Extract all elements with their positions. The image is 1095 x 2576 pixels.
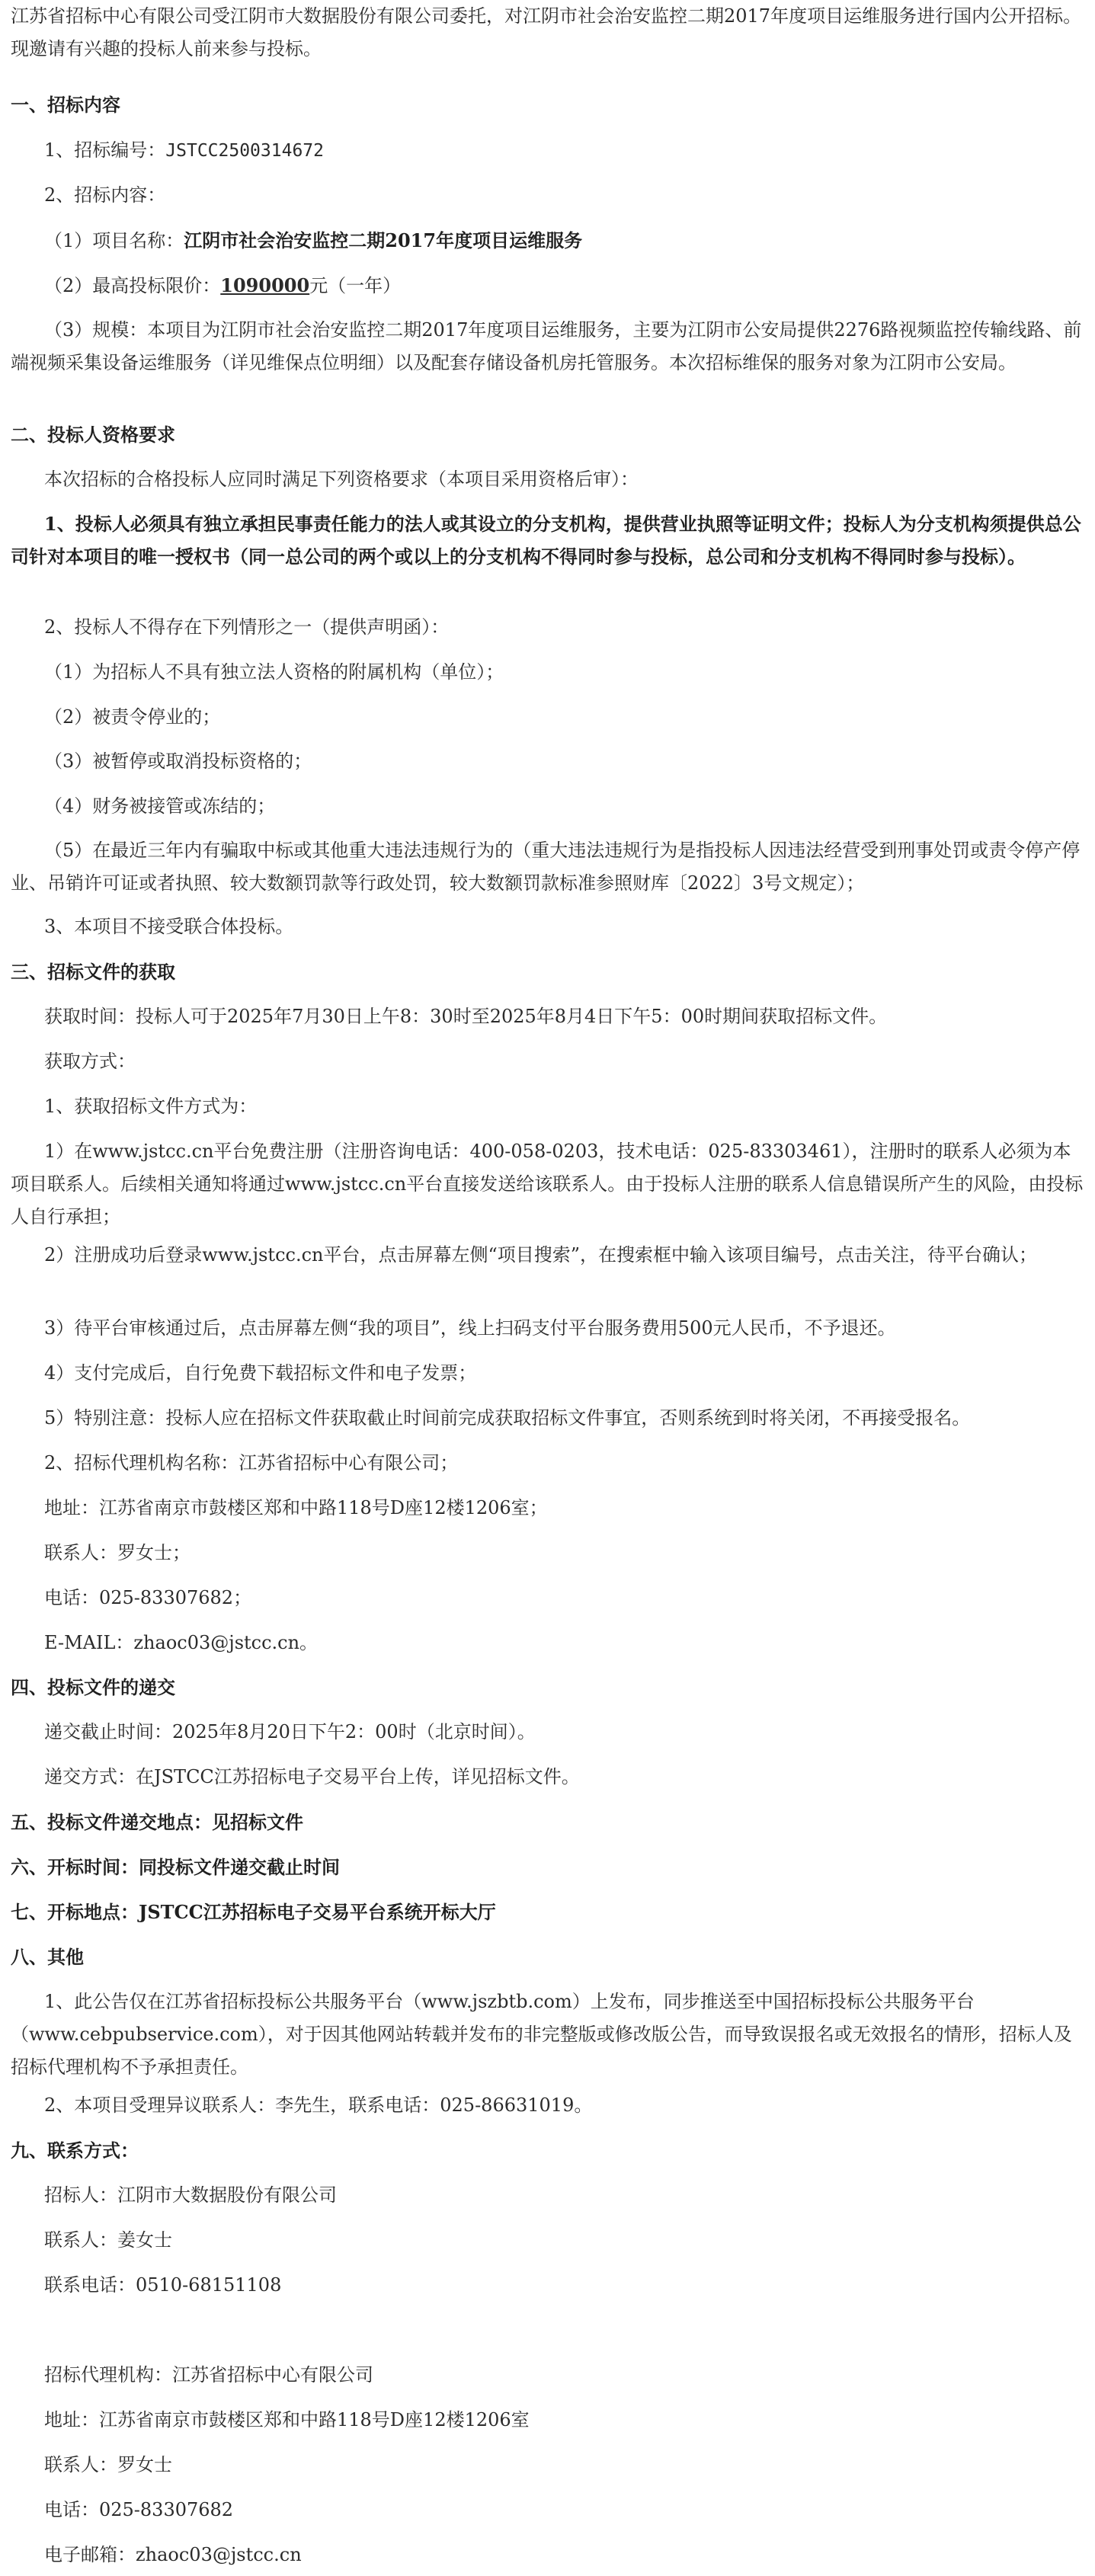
other-1: 1、此公告仅在江苏省招标投标公共服务平台（www.jszbtb.com）上发布，同步推送至中国招标投标公共服务平台（www.cebpubservice.com），对于因其他网站转载并发布的非完整版或修改版公告，而导致误报名或无效报名的情形，招标人及招标代理机构不予承担责任。 bbox=[11, 1991, 1072, 2078]
submission-method: 递交方式：在JSTCC江苏招标电子交易平台上传，详见招标文件。 bbox=[44, 1766, 580, 1787]
section-3-heading: 三、招标文件的获取 bbox=[11, 961, 175, 983]
tender-content-label: 2、招标内容： bbox=[44, 184, 166, 206]
step-1: 1）在www.jstcc.cn平台免费注册（注册咨询电话：400-058-0203，技术电话：025-83303461），注册时的联系人必须为本项目联系人。后续相关通知将通过www.jstcc.cn平台直接发送给该联系人。由于投标人注册的联系人信息错误所产生的风险，由投标人自行承担； bbox=[11, 1141, 1084, 1227]
step-2: 2）注册成功后登录www.jstcc.cn平台，点击屏幕左侧“项目搜索”，在搜索框中输入该项目编号，点击关注，待平台确认； bbox=[44, 1244, 1038, 1266]
acquisition-time: 获取时间：投标人可于2025年7月30日上午8：30时至2025年8月4日下午5：00时期间获取招标文件。 bbox=[44, 1006, 888, 1027]
agency-org-email[interactable]: 电子邮箱：zhaoc03@jstcc.cn bbox=[44, 2544, 302, 2565]
agency-contact: 联系人：罗女士； bbox=[44, 1542, 191, 1563]
max-price-value: 1090000 bbox=[220, 274, 310, 296]
acquisition-method-1: 1、获取招标文件方式为： bbox=[44, 1096, 258, 1117]
agency-name: 2、招标代理机构名称：江苏省招标中心有限公司； bbox=[44, 1452, 459, 1474]
condition-2: （2）被责令停业的； bbox=[44, 706, 221, 728]
agency-org-address: 地址：江苏省南京市鼓楼区郑和中路118号D座12楼1206室 bbox=[44, 2409, 530, 2430]
agency-address: 地址：江苏省南京市鼓楼区郑和中路118号D座12楼1206室； bbox=[44, 1497, 548, 1518]
acquisition-method-label: 获取方式： bbox=[44, 1051, 136, 1072]
agency-email[interactable]: zhaoc03@jstcc.cn。 bbox=[133, 1632, 319, 1653]
step-3: 3）待平台审核通过后，点击屏幕左侧“我的项目”，线上扫码支付平台服务费用500元人民币，不予退还。 bbox=[44, 1317, 896, 1339]
agency-phone: 电话：025-83307682； bbox=[44, 1587, 252, 1608]
condition-5: （5）在最近三年内有骗取中标或其他重大违法违规行为的（重大违法违规行为是指投标人因违法经营受到刑事处罚或责令停产停业、吊销许可证或者执照、较大数额罚款等行政处罚，较大数额罚款标准参照财库〔2022〕3号文规定）； bbox=[11, 840, 1081, 894]
section-5-heading: 五、投标文件递交地点：见招标文件 bbox=[11, 1811, 303, 1833]
section-4-heading: 四、投标文件的递交 bbox=[11, 1676, 175, 1698]
agency-org-contact: 联系人：罗女士 bbox=[44, 2454, 172, 2475]
requirement-3: 3、本项目不接受联合体投标。 bbox=[44, 916, 294, 937]
project-name-line: （1）项目名称：江阴市社会治安监控二期2017年度项目运维服务 bbox=[44, 229, 583, 251]
agency-org-phone: 电话：025-83307682 bbox=[44, 2499, 234, 2520]
condition-1: （1）为招标人不具有独立法人资格的附属机构（单位）； bbox=[44, 661, 504, 683]
requirement-1: 1、投标人必须具有独立承担民事责任能力的法人或其设立的分支机构，提供营业执照等证明文件；投标人为分支机构须提供总公司针对本项目的唯一授权书（同一总公司的两个或以上的分支机构不得同时参与投标，总公司和分支机构不得同时参与投标）。 bbox=[11, 513, 1081, 568]
tenderer-contact: 联系人：姜女士 bbox=[44, 2229, 172, 2251]
tender-code-line: 1、招标编号：JSTCC2500314672 bbox=[44, 139, 324, 161]
requirement-2: 2、投标人不得存在下列情形之一（提供声明函）： bbox=[44, 616, 450, 638]
scale-paragraph: （3）规模：本项目为江阴市社会治安监控二期2017年度项目运维服务，主要为江阴市公安局提供2276路视频监控传输线路、前端视频采集设备运维服务（详见维保点位明细）以及配套存储设备机房托管服务。本次招标维保的服务对象为江阴市公安局。 bbox=[11, 319, 1082, 373]
section-2-heading: 二、投标人资格要求 bbox=[11, 424, 175, 446]
max-price-line: （2）最高投标限价：1090000元（一年） bbox=[44, 274, 402, 296]
other-2: 2、本项目受理异议联系人：李先生，联系电话：025-86631019。 bbox=[44, 2094, 593, 2116]
section-9-heading: 九、联系方式： bbox=[11, 2139, 139, 2162]
tenderer-name: 招标人：江阴市大数据股份有限公司 bbox=[44, 2184, 337, 2206]
condition-4: （4）财务被接管或冻结的； bbox=[44, 795, 276, 817]
tender-code: JSTCC2500314672 bbox=[165, 141, 324, 161]
section-6-heading: 六、开标时间：同投标文件递交截止时间 bbox=[11, 1856, 340, 1878]
section-1-heading: 一、招标内容 bbox=[11, 94, 120, 116]
agency-email-line: E-MAIL：zhaoc03@jstcc.cn。 bbox=[44, 1632, 319, 1653]
section-8-heading: 八、其他 bbox=[11, 1946, 84, 1968]
step-5: 5）特别注意：投标人应在招标文件获取截止时间前完成获取招标文件事宜，否则系统到时将关闭，不再接受报名。 bbox=[44, 1407, 971, 1429]
section-7-heading: 七、开标地点：JSTCC江苏招标电子交易平台系统开标大厅 bbox=[11, 1901, 496, 1923]
qualification-lead: 本次招标的合格投标人应同时满足下列资格要求（本项目采用资格后审）： bbox=[44, 469, 639, 490]
intro-paragraph: 江苏省招标中心有限公司受江阴市大数据股份有限公司委托，对江阴市社会治安监控二期2017年度项目运维服务进行国内公开招标。现邀请有兴趣的投标人前来参与投标。 bbox=[11, 5, 1082, 59]
agency-org: 招标代理机构：江苏省招标中心有限公司 bbox=[44, 2364, 373, 2386]
submission-deadline: 递交截止时间：2025年8月20日下午2：00时（北京时间）。 bbox=[44, 1721, 536, 1742]
step-4: 4）支付完成后，自行免费下载招标文件和电子发票； bbox=[44, 1362, 477, 1384]
project-name: 江阴市社会治安监控二期2017年度项目运维服务 bbox=[184, 229, 583, 251]
tenderer-phone: 联系电话：0510-68151108 bbox=[44, 2274, 282, 2296]
condition-3: （3）被暂停或取消投标资格的； bbox=[44, 750, 312, 772]
